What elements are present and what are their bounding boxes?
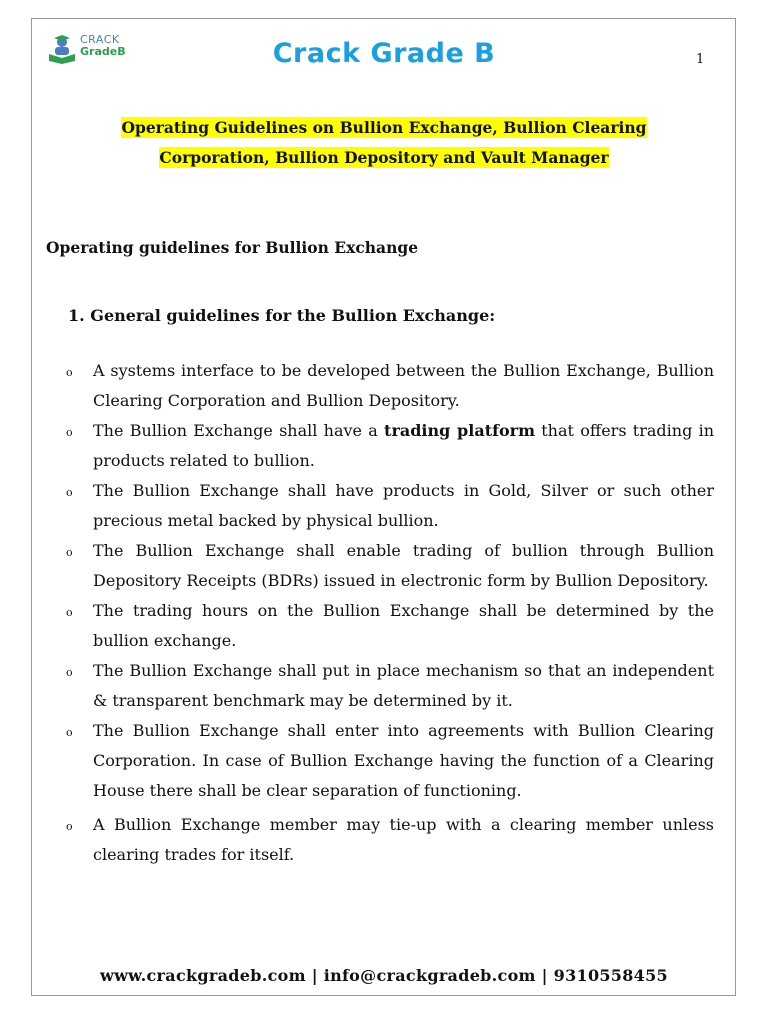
bullet-marker: o	[66, 546, 73, 559]
bullet-text: The Bullion Exchange shall have a	[93, 421, 385, 440]
subheading: 1. General guidelines for the Bullion Exchange:	[68, 306, 496, 325]
bullet-text: that offers trading in products related to bullion.	[93, 421, 715, 470]
bullet-text: The Bullion Exchange shall have products in Gold, Silver or such other precious metal backed by physical bullion.	[93, 481, 714, 530]
bullet-marker: o	[66, 726, 73, 739]
bullet-bold-text: trading platform	[384, 421, 535, 440]
list-item	[66, 356, 714, 416]
list-item	[66, 416, 714, 476]
bullet-text: The Bullion Exchange shall enable trading of bullion through Bullion Depository Receipts (BDRs) issued in electronic form by Bullion Depository.	[93, 541, 714, 590]
list-item	[66, 810, 714, 870]
bullet-text: The Bullion Exchange shall put in place mechanism so that an independent & transparent benchmark may be determined by it.	[93, 661, 714, 710]
bullet-text: The Bullion Exchange shall enter into agreements with Bullion Clearing Corporation. In case of Bullion Exchange having the function of a Clearing House there shall be clear separation of functioning.	[93, 721, 714, 800]
logo-gradeb-text: GradeB	[80, 45, 126, 58]
bullet-text: A Bullion Exchange member may tie-up with a clearing member unless clearing trades for itself.	[93, 815, 714, 864]
footer-contact: www.crackgradeb.com | info@crackgradeb.com | 9310558455	[100, 966, 668, 985]
bullet-marker: o	[66, 606, 73, 619]
list-item	[66, 536, 714, 596]
bullet-marker: o	[66, 366, 73, 379]
document-title-line-1: Operating Guidelines on Bullion Exchange, Bullion Clearing	[121, 118, 647, 137]
bullet-text: A systems interface to be developed between the Bullion Exchange, Bullion Clearing Corporation and Bullion Depository.	[93, 361, 714, 410]
document-title-line-2: Corporation, Bullion Depository and Vault Manager	[159, 148, 609, 167]
bullet-marker: o	[66, 426, 73, 439]
bullet-marker: o	[66, 486, 73, 499]
guideline-list	[66, 356, 714, 870]
bullet-marker: o	[66, 666, 73, 679]
list-item	[66, 656, 714, 716]
header-title: Crack Grade B	[272, 38, 496, 69]
page-number: 1	[696, 52, 705, 67]
bullet-marker: o	[66, 820, 73, 833]
list-item	[66, 476, 714, 536]
list-item	[66, 716, 714, 806]
logo-crack-text: CRACK	[80, 33, 120, 46]
document-title	[60, 113, 708, 173]
list-item	[66, 596, 714, 656]
section-heading: Operating guidelines for Bullion Exchange	[46, 238, 419, 257]
bullet-text: The trading hours on the Bullion Exchange shall be determined by the bullion exchange.	[93, 601, 714, 650]
